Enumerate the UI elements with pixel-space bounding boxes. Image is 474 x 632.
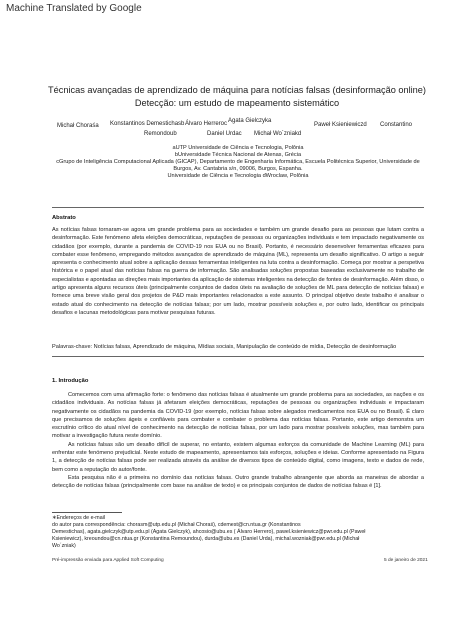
author-2: Konstantinos Demestichasb: [110, 121, 185, 127]
footnote-rule: [52, 512, 122, 513]
divider-bottom: [52, 356, 424, 357]
footnote-line: Demestichas), agata.gielczyk@utp.edu.pl (Agata Gielczyk), ahcosio@ubu.es ( Álvaro Herrero), pawel.ksieniewicz@pwr.edu.pl (Paweł: [52, 528, 366, 535]
intro-paragraph-2: As notícias falsas são um desafio difícil de superar, no entanto, existem algumas esforços da comunidade de Machine Learning (ML) para enfrentar este fenómeno prejudicial. Neste estudo de mapeamento, apresentamos tais esforços, soluções e ideias. Conforme apresentado na Figura 1, a detecção de notícias falsas pode ser realizada através da análise de diversos tipos de conteúdo digital, como imagens, texto e dados de rede, bem como a reputação do autor/fonte.: [52, 441, 424, 473]
footnotes: [52, 515, 424, 550]
author-4: Agata Gielczyka: [228, 118, 272, 124]
paper-title-line1: Técnicas avançadas de aprendizado de máquina para notícias falsas (desinformação online): [48, 85, 426, 95]
machine-translated-banner: Machine Translated by Google: [6, 3, 142, 14]
intro-heading: 1. Introdução: [52, 378, 89, 384]
footnote-line: do autor para correspondência: chorasm@utp.edu.pl (Michał Choraś), cdemest@cn.ntua.gr (Konstantinos: [52, 521, 301, 528]
abstract-text: As notícias falsas tornaram-se agora um grande problema para as sociedades e também um grande desafio para as pessoas que lutam contra a desinformação. Este fenómeno afeta eleições democráticas, reputações de pessoas ou organizações individuais e tem impactado negativamente os cidadãos (por exemplo, durante a pandemia de COVID-19 nos EUA ou no Brasil). Portanto, é necessário desenvolver ferramentas eficazes para combater esse fenômeno, empregando métodos avançados de aprendizado de máquina (ML), representa um desafio significativo. O artigo a seguir apresenta o conhecimento atual sobre a aplicação dessas ferramentas inteligentes na luta contra a desinformação. Começa por mostrar a perspetiva histórica e o papel atual das notícias falsas na guerra de informação. São analisadas soluções propostas baseadas exclusivamente no trabalho de especialistas e apontadas as direções mais importantes da aplicação de sistemas inteligentes na detecção de fontes de desinformação. Além disso, o artigo apresenta alguns recursos úteis (principalmente conjuntos de dados úteis na avaliação de soluções de ML para detecção de notícias falsas) e fornece uma breve visão geral dos projetos de P&D mais importantes relacionados a este assunto. O principal objetivo deste trabalho é analisar o estado atual do conhecimento na detecção de notícias falsas; por um lado, mostrar possíveis soluções e, por outro lado, identificar os principais desafios e lacunas metodológicas para motivar pesquisas futuras.: [52, 227, 424, 316]
affiliation-c2: Burgos, Av. Cantabria s/n, 09006, Burgos, Espanha.: [173, 166, 303, 172]
affiliation-c: cGrupo de Inteligência Computacional Aplicada (GICAP), Departamento de Engenharia Informática, Escuela Politécnica Superior, Universidade de: [56, 159, 420, 165]
author-1: Michał Choraśa: [57, 123, 99, 129]
keywords: Palavras-chave: Notícias falsas, Aprendizado de máquina, Mídias sociais, Manipulação de conteúdo de mídia, Detecção de desinformação: [52, 344, 397, 350]
affiliation-a: aUTP Universidade de Ciência e Tecnologia, Polônia: [172, 145, 304, 151]
intro-paragraph-1: Comecemos com uma afirmação forte: o fenômeno das notícias falsas é atualmente um grande problema para as sociedades, as nações e os cidadãos individuais. As notícias falsas já afetaram eleições democráticas, reputações de pessoas ou organizações individuais e impactaram negativamente os cidadãos na pandemia da COVID-19 (por exemplo, notícias falsas sobre alegados medicamentos nos EUA ou no Brasil). É claro que precisamos de soluções ágeis e confiáveis para combater e combater o problema das notícias falsas. Portanto, este artigo demonstra um escrutínio crítico do atual nível de conhecimento na detecção de notícias falsas, por um lado para mostrar possíveis soluções, mas também para motivar a investigação futura neste domínio.: [52, 392, 424, 440]
affiliation-b: bUniversidade Técnica Nacional de Atenas, Grécia: [174, 152, 302, 158]
author-5: Paweł Ksieniewiczd: [314, 122, 367, 128]
author-6b: Remondoub: [144, 131, 177, 137]
footnote-line: Ksieniewicz), kreoundou@cn.ntua.gr (Konstantina Remoundou), durda@ubu.es (Daniel Urda), michal.wozniak@pwr.edu.pl (Michał: [52, 535, 360, 542]
author-6: Constantino: [380, 122, 413, 128]
footnote-line: ∗Endereços de e-mail: [52, 515, 106, 521]
intro-paragraph-3: Esta pesquisa não é a primeira no domínio das notícias falsas. Outro grande trabalho abrangente que aborda as maneiras de abordar a detecção de notícias falsas (principalmente com base na análise de texto) e os principais conjuntos de dados de notícias falsas é [1].: [52, 474, 424, 490]
preprint-note: Pré-impressão enviada para Applied Soft Computing: [52, 558, 164, 563]
author-7: Daniel Urdac: [207, 131, 242, 137]
author-8: Michał Wo´zniakd: [254, 131, 302, 137]
author-3: Álvaro Herreroc: [185, 121, 228, 127]
footnote-line: Wo´zniak): [52, 542, 76, 549]
abstract-heading: Abstrato: [52, 215, 76, 221]
paper-title-line2: Detecção: um estudo de mapeamento sistemático: [134, 98, 340, 108]
affiliation-d: Universidade de Ciência e Tecnologia dWroclaw, Polônia: [167, 173, 309, 179]
preprint-date: 5 de janeiro de 2021: [384, 558, 428, 563]
divider-top: [52, 207, 424, 208]
intro-body: [52, 391, 424, 491]
